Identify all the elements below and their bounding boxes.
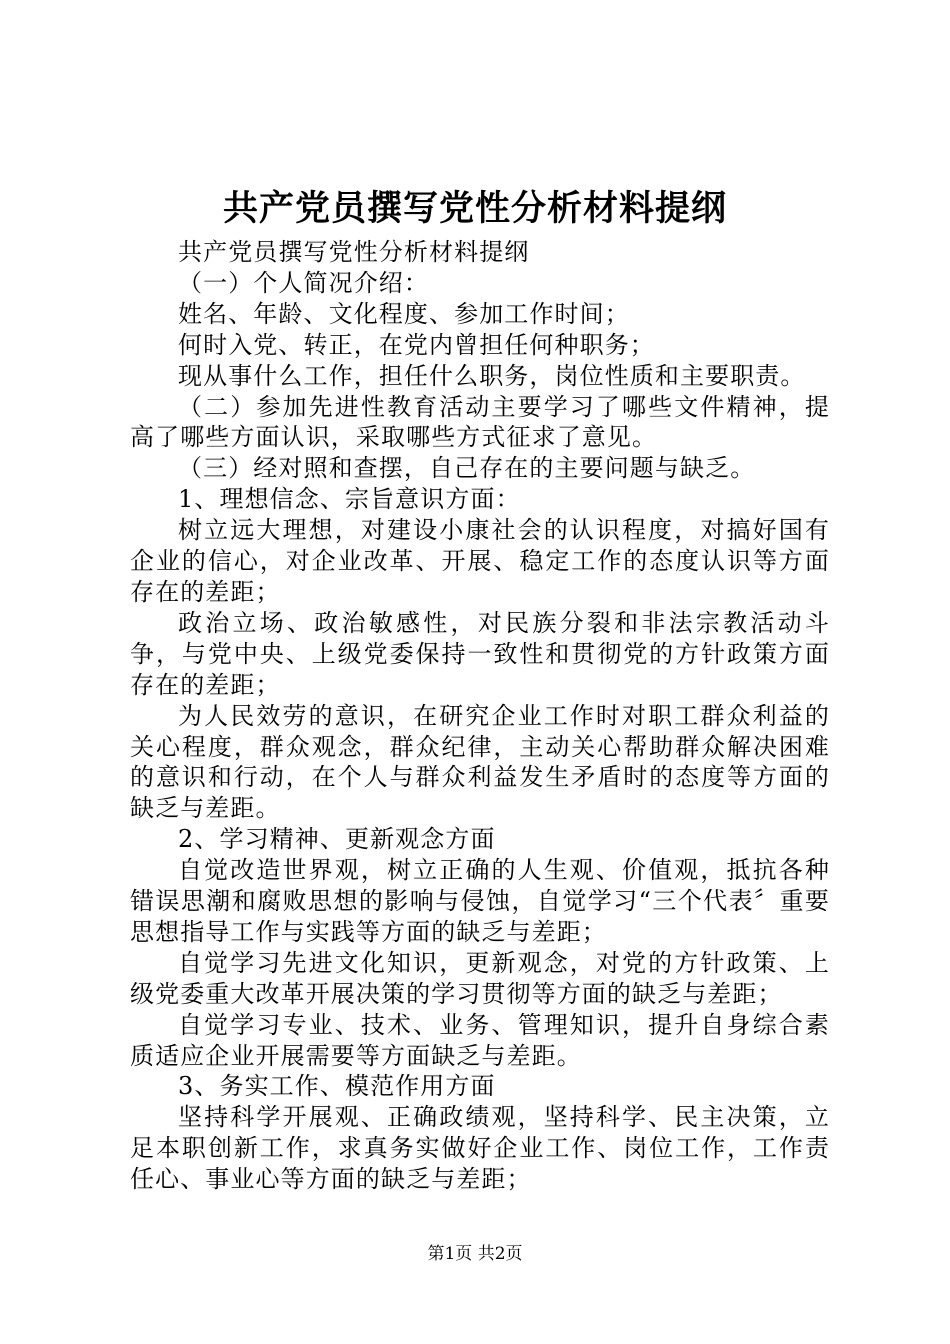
document-body <box>130 237 830 1195</box>
paragraph: 树立远大理想，对建设小康社会的认识程度，对搞好国有企业的信心，对企业改革、开展、稳定工作的态度认识等方面存在的差距； <box>130 516 830 606</box>
paragraph: 2、学习精神、更新观念方面 <box>178 825 496 854</box>
paragraph: 1、理想信念、宗旨意识方面： <box>178 485 521 514</box>
paragraph: 共产党员撰写党性分析材料提纲 <box>178 238 530 266</box>
paragraph: 自觉学习先进文化知识，更新观念，对党的方针政策、上级党委重大改革开展决策的学习贯彻等方面的缺乏与差距； <box>130 948 830 1008</box>
paragraph: （二）参加先进性教育活动主要学习了哪些文件精神，提高了哪些方面认识，采取哪些方式征求了意见。 <box>130 392 830 452</box>
paragraph: 坚持科学开展观、正确政绩观，坚持科学、民主决策，立足本职创新工作，求真务实做好企业工作、岗位工作，工作责任心、事业心等方面的缺乏与差距； <box>130 1103 830 1194</box>
paragraph: 自觉学习专业、技术、业务、管理知识，提升自身综合素质适应企业开展需要等方面缺乏与差距。 <box>130 1010 830 1070</box>
paragraph: 自觉改造世界观，树立正确的人生观、价值观，抵抗各种错误思潮和腐败思想的影响与侵蚀，自觉学习“三个代表〞重要思想指导工作与实践等方面的缺乏与差距； <box>130 856 830 946</box>
paragraph: （三）经对照和查摆，自己存在的主要问题与缺乏。 <box>178 454 756 483</box>
paragraph: 政治立场、政治敏感性，对民族分裂和非法宗教活动斗争，与党中央、上级党委保持一致性和贯彻党的方针政策方面存在的差距； <box>130 608 830 699</box>
paragraph: 姓名、年龄、文化程度、参加工作时间； <box>178 299 630 328</box>
paragraph: （一）个人简况介绍： <box>178 268 429 297</box>
paragraph: 为人民效劳的意识，在研究企业工作时对职工群众利益的关心程度，群众观念，群众纪律，主动关心帮助群众解决困难的意识和行动，在个人与群众利益发生矛盾时的态度等方面的缺乏与差距。 <box>130 701 830 823</box>
paragraph: 何时入党、转正，在党内曾担任何种职务； <box>178 330 655 359</box>
document-title: 共产党员撰写党性分析材料提纲 <box>222 188 727 229</box>
page-number-footer: 第1页 共2页 <box>427 1244 523 1264</box>
paragraph: 3、务实工作、模范作用方面 <box>178 1072 496 1101</box>
paragraph: 现从事什么工作，担任什么职务，岗位性质和主要职责。 <box>178 361 806 390</box>
